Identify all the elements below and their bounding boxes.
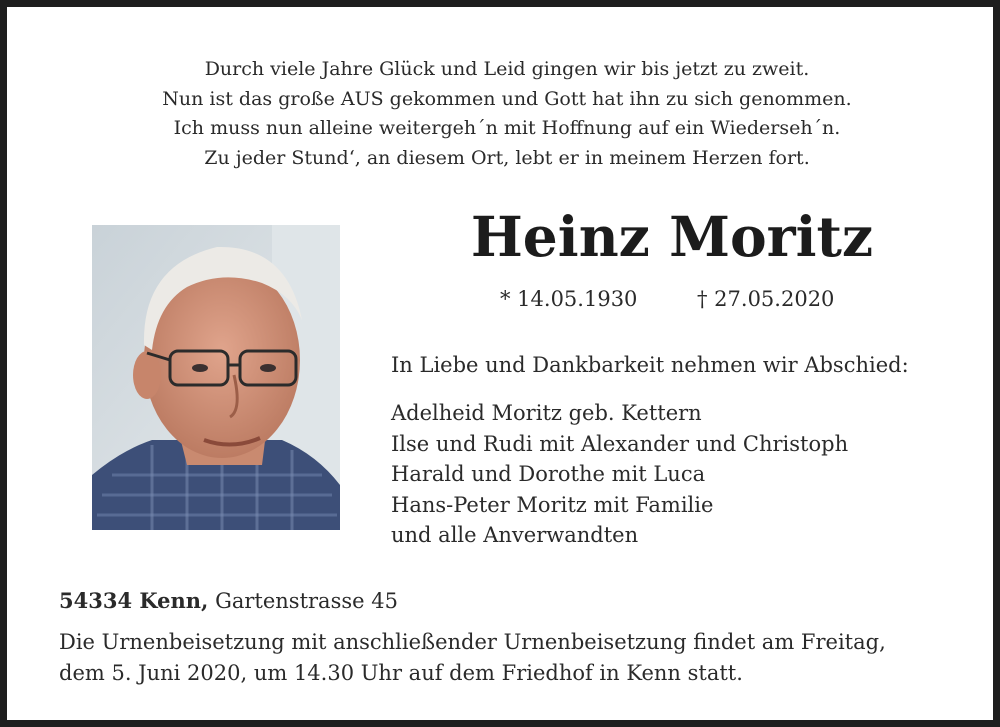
death-date: † 27.05.2020 [697, 287, 835, 311]
poem [7, 55, 1000, 173]
address [59, 588, 398, 613]
mourner-line: Adelheid Moritz geb. Kettern [391, 401, 702, 425]
notice-line: dem 5. Juni 2020, um 14.30 Uhr auf dem Friedhof in Kenn statt. [59, 660, 743, 685]
poem-line: Durch viele Jahre Glück und Leid gingen wir bis jetzt zu zweit. [204, 58, 810, 80]
mourner-line: und alle Anverwandten [391, 523, 639, 547]
poem-line: Zu jeder Stund‘, an diesem Ort, lebt er in meinem Herzen fort. [204, 146, 810, 169]
mourners-list [391, 398, 848, 551]
poem-line: Ich muss nun alleine weitergeh´n mit Hoffnung auf ein Wiederseh´n. [173, 117, 841, 139]
burial-notice [59, 627, 959, 688]
address-street: Gartenstrasse 45 [215, 589, 398, 613]
mourner-line: Hans-Peter Moritz mit Familie [391, 492, 714, 517]
mourner-line: Ilse und Rudi mit Alexander und Christoph [391, 431, 849, 456]
deceased-name: Heinz Moritz [470, 204, 874, 269]
mourner-line: Harald und Dorothe mit Luca [391, 462, 706, 486]
poem-line: Nun ist das große AUS gekommen und Gott hat ihn zu sich genommen. [162, 87, 852, 110]
notice-line: Die Urnenbeisetzung mit anschließender Urnenbeisetzung findet am Freitag, [59, 630, 886, 654]
birth-date: * 14.05.1930 [500, 287, 638, 311]
portrait-photo [92, 225, 340, 530]
farewell-text: In Liebe und Dankbarkeit nehmen wir Abschied: [391, 353, 909, 377]
address-city: 54334 Kenn, [59, 588, 209, 613]
